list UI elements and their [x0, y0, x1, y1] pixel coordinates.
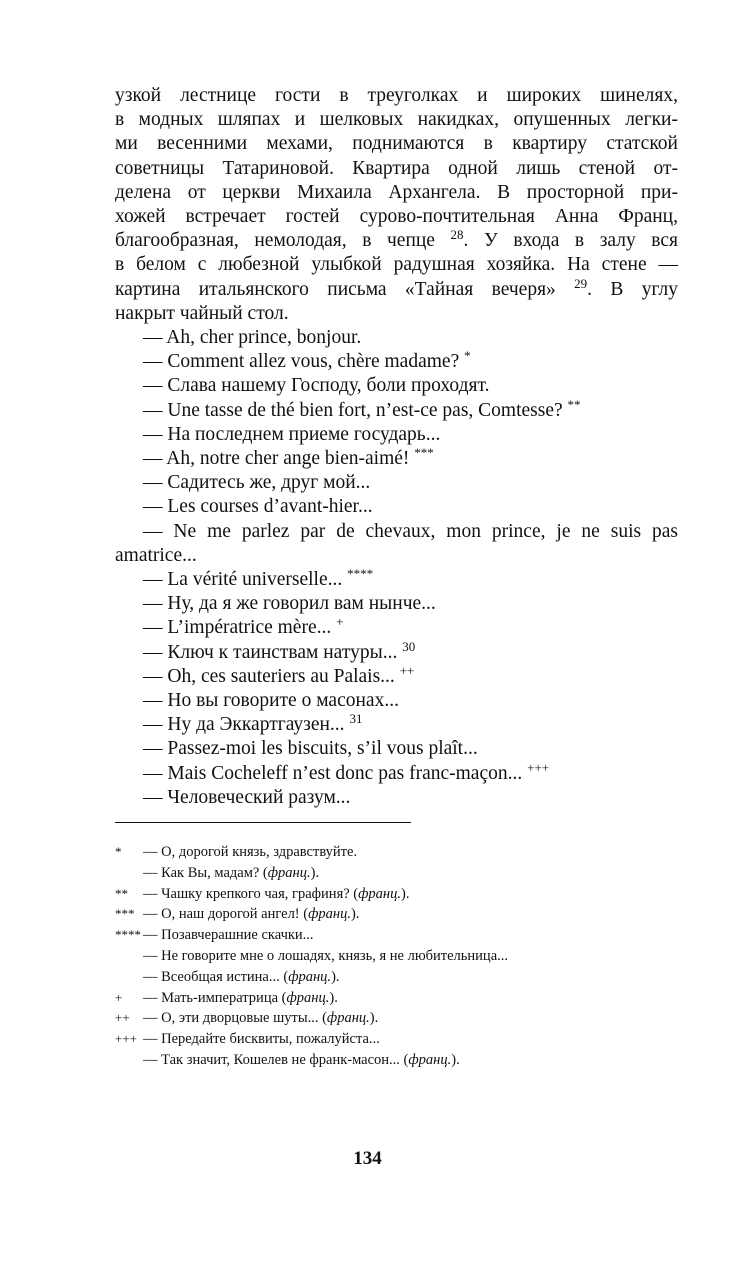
footnote-marker: 30 — [402, 638, 416, 654]
footnote-text: — Всеобщая истина... (франц.). — [143, 968, 340, 985]
footnote-marker: **** — [347, 566, 374, 582]
footnote-item — [115, 842, 615, 863]
dialogue-text: — La vérité universelle... — [143, 569, 343, 591]
dialogue-text: — Passez-moi les biscuits, s’il vous plaît... — [143, 738, 478, 760]
footnote-language: франц. — [326, 1010, 370, 1027]
footnote-translation: — О, дорогой князь, здравствуйте. — [143, 844, 358, 860]
footnote-item — [115, 863, 615, 884]
footnote-translation: — Как Вы, мадам? ( — [143, 864, 268, 881]
dialogue-text: — Une tasse de thé bien fort, n’est-ce pas, Comtesse? — [143, 399, 563, 421]
footnote-mark — [115, 1050, 143, 1071]
footnote-translation: — О, эти дворцовые шуты... ( — [143, 1010, 327, 1027]
dialogue-text: — Les courses d’avant-hier... — [143, 496, 373, 518]
main-text — [115, 84, 678, 810]
intro-line: делена от церкви Михаила Архангела. В просторной при- — [115, 181, 678, 203]
intro-paragraph — [115, 84, 678, 326]
footnote-mark: +++ — [115, 1031, 137, 1047]
footnote-item — [115, 988, 615, 1009]
footnote-text — [143, 1029, 380, 1050]
footnote-language: франц. — [267, 864, 311, 881]
footnote-text: — О, наш дорогой ангел! (франц.). — [143, 906, 360, 923]
footnote-translation: — Чашку крепкого чая, графиня? ( — [143, 885, 359, 902]
footnote-marker: ++ — [399, 662, 415, 678]
dialogue-text: — Oh, ces sauteriers au Palais... — [143, 665, 395, 687]
footnote-marker: * — [464, 348, 471, 364]
footnote-language: франц. — [308, 906, 351, 923]
footnote-item — [115, 1008, 615, 1029]
dialogue-text: — Ah, cher prince, bonjour. — [143, 327, 362, 349]
footnote-item — [115, 946, 615, 967]
dialogue-line — [115, 423, 678, 447]
intro-line: в модных шляпах и шелковых накидках, опушенных легки- — [115, 109, 678, 131]
dialogue-text: — L’impératrice mère... — [143, 617, 332, 639]
dialogue-text: — Comment allez vous, chère madame? — [143, 351, 460, 373]
intro-line: хожей встречает гостей сурово-почтительная Анна Франц, — [115, 206, 678, 228]
dialogue-text: — Ah, notre cher ange bien-aimé! — [143, 448, 410, 470]
dialogue-line — [115, 471, 678, 495]
footnote-translation: — Не говорите мне о лошадях, князь, я не любительница... — [143, 947, 508, 964]
dialogue-line — [115, 713, 678, 737]
footnote-text: — Как Вы, мадам? (франц.). — [143, 864, 320, 881]
footnote-text: — Чашку крепкого чая, графиня? (франц.). — [143, 885, 410, 902]
footnote-mark: ++ — [115, 1010, 130, 1026]
footnote-translation: — Позавчерашние скачки... — [143, 927, 314, 944]
dialogue-line — [115, 495, 678, 519]
footnote-mark: **** — [115, 927, 141, 943]
footnote-text — [143, 925, 314, 946]
footnote-item — [115, 1029, 615, 1050]
dialogue-text: — Садитесь же, друг мой... — [143, 472, 371, 494]
footnote-marker: ** — [567, 396, 581, 412]
dialogue-text: — Ключ к таинствам натуры... — [143, 641, 398, 663]
dialogue-text: — Ну, да я же говорил вам нынче... — [143, 593, 436, 615]
footnote-item — [115, 1050, 615, 1071]
footnote-mark — [115, 967, 143, 988]
dialogue-line — [115, 759, 678, 786]
dialogue-text: — Ne me parlez par de chevaux, mon prince, je ne suis pas amatrice... — [115, 520, 678, 566]
footnote-language: франц. — [358, 885, 402, 902]
intro-line-part: картина итальянского письма «Тайная вечеря» — [115, 278, 556, 300]
footnote-item — [115, 925, 615, 946]
footnote-translation: — Передайте бисквиты, пожалуйста... — [143, 1031, 380, 1048]
footnote-mark — [115, 946, 143, 967]
footnote-item — [115, 967, 615, 988]
footnote-divider — [115, 822, 411, 823]
footnote-language: франц. — [288, 968, 332, 985]
footnotes — [115, 842, 615, 1071]
footnote-translation: — Всеобщая истина... ( — [143, 968, 289, 985]
dialogue-text: — Но вы говорите о масонах... — [143, 690, 399, 712]
dialogue-text: — Человеческий разум... — [143, 786, 351, 808]
footnote-mark: ** — [115, 885, 128, 901]
dialogue-line — [115, 447, 678, 471]
dialogue-line — [115, 638, 678, 665]
footnote-marker: +++ — [527, 759, 550, 775]
intro-line: ми весенними мехами, поднимаются в квартиру статской — [115, 133, 678, 155]
dialogue-line — [115, 326, 678, 350]
dialogue-line — [115, 592, 678, 616]
footnote-translation: — Так значит, Кошелев не франк-масон... ( — [143, 1051, 409, 1068]
dialogue-line — [115, 520, 678, 568]
footnote-language: франц. — [286, 989, 330, 1006]
intro-line: в белом с любезной улыбкой радушная хозяйка. На стене — — [115, 254, 678, 276]
footnote-translation: — О, наш дорогой ангел! ( — [143, 906, 309, 923]
dialogue-line — [115, 568, 678, 592]
intro-line-part: . У входа в залу вся — [463, 230, 678, 252]
footnote-text — [143, 842, 357, 863]
footnote-item — [115, 904, 615, 925]
footnote-mark: + — [115, 989, 123, 1005]
footnote-ref-29: 29 — [574, 275, 588, 291]
dialogue-text: — Слава нашему Господу, боли проходят. — [143, 375, 490, 397]
dialogue-line — [115, 350, 678, 374]
dialogue-line — [115, 396, 678, 423]
dialogue-text: — На последнем приеме государь... — [143, 423, 441, 445]
footnote-mark: *** — [115, 906, 135, 922]
footnote-language: франц. — [408, 1051, 452, 1068]
footnote-marker: *** — [414, 445, 434, 461]
dialogue-text: — Mais Cocheleff n’est donc pas franc-maçon... — [143, 762, 523, 784]
dialogue-text: — Ну да Эккартгаузен... — [143, 714, 345, 736]
dialogue-line — [115, 662, 678, 689]
dialogue-line — [115, 616, 678, 640]
dialogue-line — [115, 737, 678, 761]
dialogue-list — [115, 326, 678, 810]
intro-line-with-ref — [115, 275, 678, 302]
dialogue-line — [115, 786, 678, 810]
intro-line: накрыт чайный стол. — [115, 302, 289, 324]
intro-line: советницы Татариновой. Квартира одной лишь стеной от- — [115, 157, 678, 179]
footnote-text: — Мать-императрица (франц.). — [143, 989, 338, 1006]
footnote-marker: 31 — [349, 711, 363, 727]
dialogue-line — [115, 374, 678, 398]
footnote-item — [115, 884, 615, 905]
intro-line-part: . В углу — [587, 278, 678, 300]
footnote-text: — Так значит, Кошелев не франк-масон... (франц.). — [143, 1051, 460, 1068]
footnote-text — [143, 946, 508, 967]
footnote-mark — [115, 863, 143, 884]
dialogue-line — [115, 689, 678, 713]
footnote-ref-28: 28 — [450, 227, 464, 243]
footnote-text: — О, эти дворцовые шуты... (франц.). — [143, 1010, 379, 1027]
intro-line: узкой лестнице гости в треуголках и широких шинелях, — [115, 85, 678, 106]
footnote-mark: * — [115, 844, 122, 859]
intro-line-with-ref — [115, 229, 678, 253]
page-number: 134 — [353, 1148, 382, 1169]
intro-line-part: благообразная, немолодая, в чепце — [115, 230, 435, 252]
footnote-marker: + — [336, 614, 344, 630]
footnote-translation: — Мать-императрица ( — [143, 989, 287, 1006]
